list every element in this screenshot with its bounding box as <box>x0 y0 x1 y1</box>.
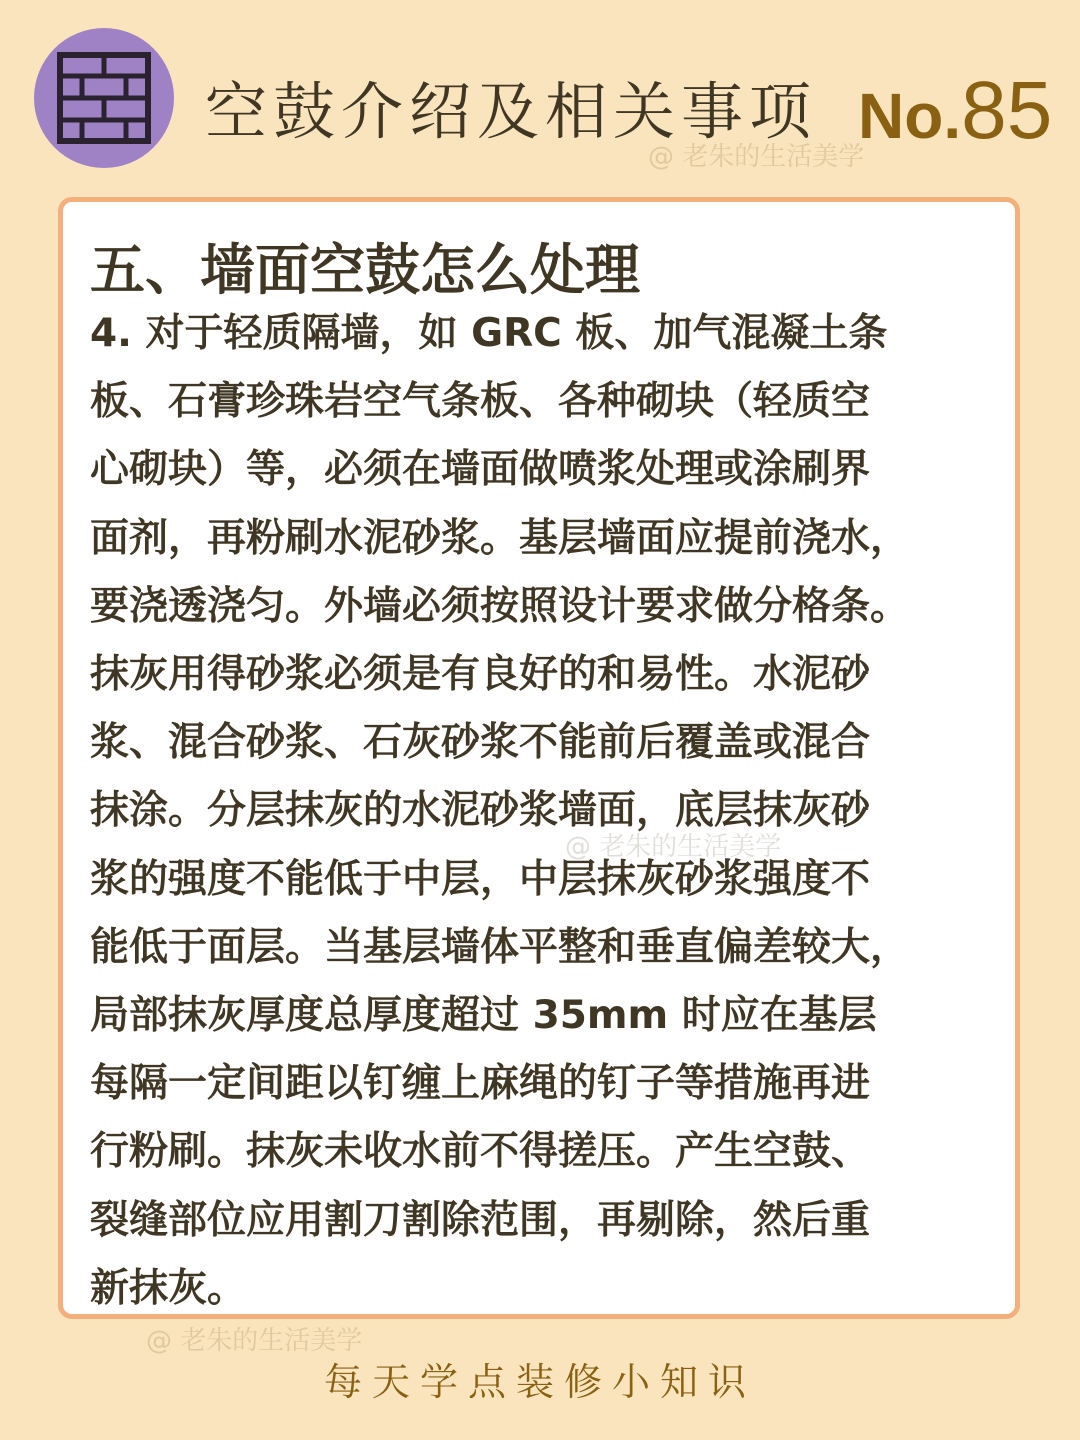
body-line: 局部抹灰厚度总厚度超过 35mm 时应在基层 <box>90 993 877 1039</box>
page-title: 空鼓介绍及相关事项 <box>205 75 818 148</box>
body-line: 抹涂。分层抹灰的水泥砂浆墙面，底层抹灰砂 <box>90 788 871 834</box>
issue-number-value: 85 <box>961 65 1053 156</box>
body-line: 要浇透浇匀。外墙必须按照设计要求做分格条。 <box>90 583 910 629</box>
body-line: 新抹灰。 <box>90 1265 247 1311</box>
watermark-bottom: @ 老朱的生活美学 <box>146 1326 363 1356</box>
body-paragraph <box>90 300 1025 1323</box>
logo-badge <box>34 28 174 168</box>
issue-number <box>858 66 1052 179</box>
body-line: 能低于面层。当基层墙体平整和垂直偏差较大， <box>90 924 910 970</box>
section-heading: 五、墙面空鼓怎么处理 <box>90 238 641 302</box>
watermark-middle: @ 老朱的生活美学 <box>565 832 782 862</box>
footer-slogan: 每天学点装修小知识 <box>323 1360 756 1404</box>
body-line: 浆的强度不能低于中层，中层抹灰砂浆强度不 <box>90 856 871 902</box>
body-line: 每隔一定间距以钉缠上麻绳的钉子等措施再进 <box>90 1061 871 1107</box>
brick-wall-icon <box>57 52 151 144</box>
body-line: 板、石膏珍珠岩空气条板、各种砌块（轻质空 <box>90 379 871 425</box>
body-line: 心砌块）等，必须在墙面做喷浆处理或涂刷界 <box>90 447 871 493</box>
body-line: 裂缝部位应用割刀割除范围，再剔除，然后重 <box>90 1197 871 1243</box>
watermark-top: @ 老朱的生活美学 <box>648 142 865 172</box>
body-line: 面剂，再粉刷水泥砂浆。基层墙面应提前浇水， <box>90 515 910 561</box>
issue-prefix: No. <box>858 80 962 152</box>
body-line: 浆、混合砂浆、石灰砂浆不能前后覆盖或混合 <box>90 720 871 766</box>
body-line: 4. 对于轻质隔墙，如 GRC 板、加气混凝土条 <box>90 311 888 356</box>
body-line: 抹灰用得砂浆必须是有良好的和易性。水泥砂 <box>90 652 871 698</box>
body-line: 行粉刷。抹灰未收水前不得搓压。产生空鼓、 <box>90 1129 871 1175</box>
